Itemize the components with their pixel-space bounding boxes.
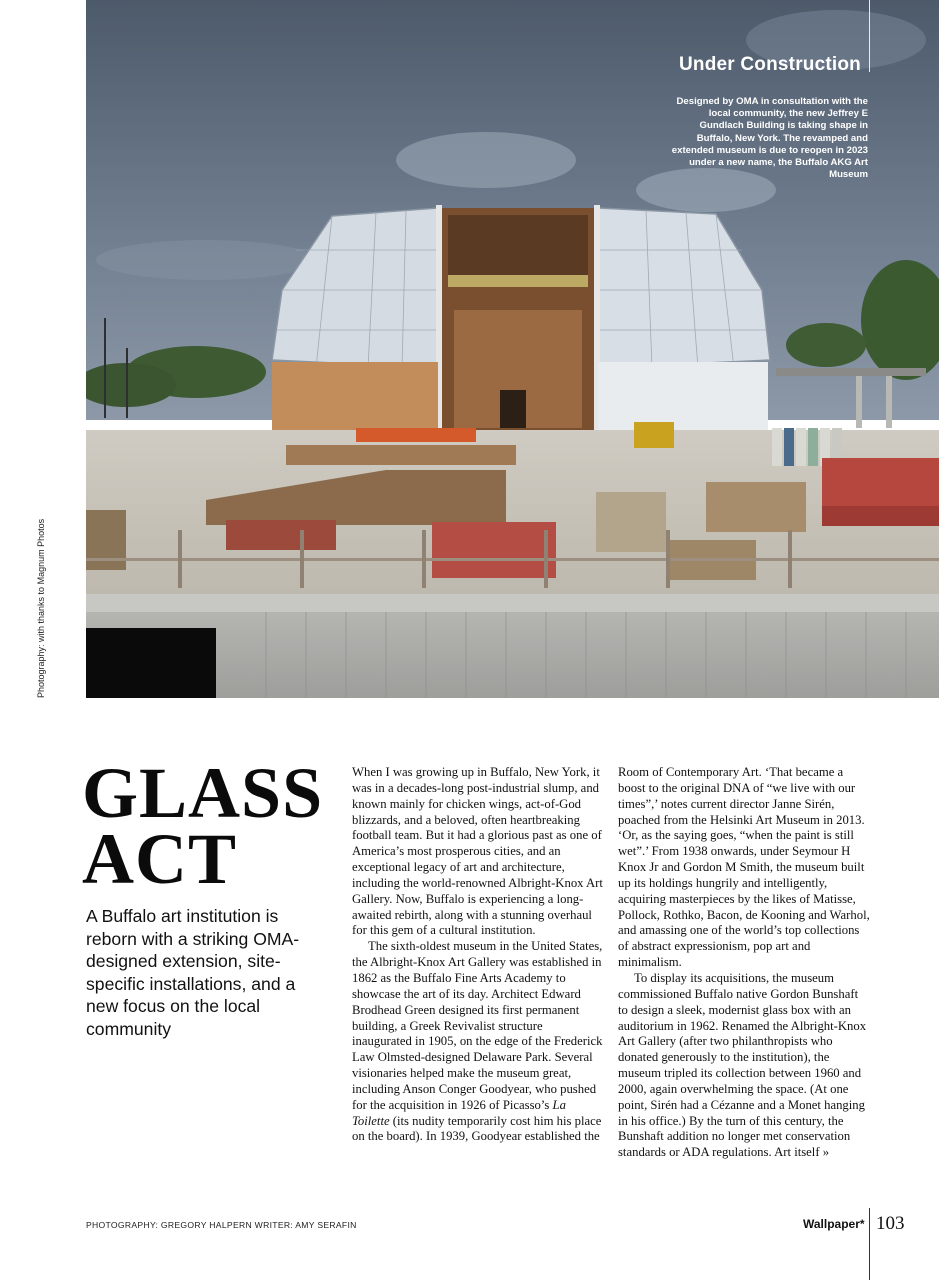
headline-line-1: GLASS [82,753,324,833]
article-standfirst: A Buffalo art institution is reborn with a striking OMA-designed extension, site-specific installations, and a new focus on the local community [86,906,300,1039]
artwork-title: La Toilette [352,1097,566,1128]
footer-credits: PHOTOGRAPHY: GREGORY HALPERN WRITER: AMY SERAFIN [86,1220,357,1230]
body-column-1 [352,765,604,1145]
body-column-2 [618,765,870,1161]
headline-line-2: ACT [82,819,238,899]
photo-caption: Designed by OMA in consultation with the local community, the new Jeffrey E Gundlach Building is taking shape in Buffalo, New York. The revamped and extended museum is due to reopen in 2023 under a new name, the Buffalo AKG Art Museum [671,96,868,181]
body-paragraph: Room of Contemporary Art. ‘That became a boost to the original DNA of “we live with our times”,’ notes current director Janne Sirén, poached from the Helsinki Art Museum in 2013. ‘Or, as the saying goes, “when the paint is still wet”.’ From 1938 onwards, under Seymour H Knox Jr and Gordon M Smith, the museum built up its holdings hungrily and intelligently, acquiring masterpieces by the likes of Matisse, Pollock, Rothko, Bacon, de Kooning and Warhol, and amassing one of the world’s top collections of abstract expressionism, pop art and minimalism. [618,765,870,970]
body-paragraph: When I was growing up in Buffalo, New York, it was in a decades-long post-industrial slump, and known mainly for chicken wings, act-of-God blizzards, and a beloved, often heartbreaking football team. But it had a glorious past as one of America’s most prosperous cities, and an exceptional legacy of art and architecture, including the world-renowned Albright-Knox Art Gallery. Now, Buffalo is experiencing a long-awaited rebirth, along with a stunning overhaul for this gem of a cultural institution. [352,765,603,938]
article-headline [82,753,324,899]
photo-title: Under Construction [679,54,861,75]
vertical-photo-credit: Photography: with thanks to Magnum Photos [36,518,46,698]
body-paragraph [352,939,604,1145]
magazine-brand: Wallpaper* [803,1217,865,1231]
footer-divider-line [869,1208,870,1280]
top-divider-line [869,0,870,72]
body-text: (its nudity temporarily cost him his place on the board). In 1939, Goodyear established the [352,1113,602,1144]
body-text: The sixth-oldest museum in the United States, the Albright-Knox Art Gallery was established in 1862 as the Buffalo Fine Arts Academy to showcase the art of its day. Architect Edward Brodhead Green designed its first permanent building, a Greek Revivalist structure inaugurated in 1905, on the edge of the Frederick Law Olmsted-designed Delaware Park. Several visionaries helped make the museum great, including Anson Conger Goodyear, who pushed for the acquisition in 1926 of Picasso’s [352,939,603,1112]
page-number: 103 [876,1213,905,1234]
body-paragraph: To display its acquisitions, the museum commissioned Buffalo native Gordon Bunshaft to design a sleek, modernist glass box with an auditorium in 1962. Renamed the Albright-Knox Art Gallery (after two philanthropists who donated generously to the institution), the museum tripled its collection between 1960 and 2000, again overwhelming the space. (At one point, Sirén had a Cézanne and a Monet hanging in his office.) By the turn of this century, the Bunshaft addition no longer met conservation standards or ADA regulations. Art itself » [618,970,867,1160]
